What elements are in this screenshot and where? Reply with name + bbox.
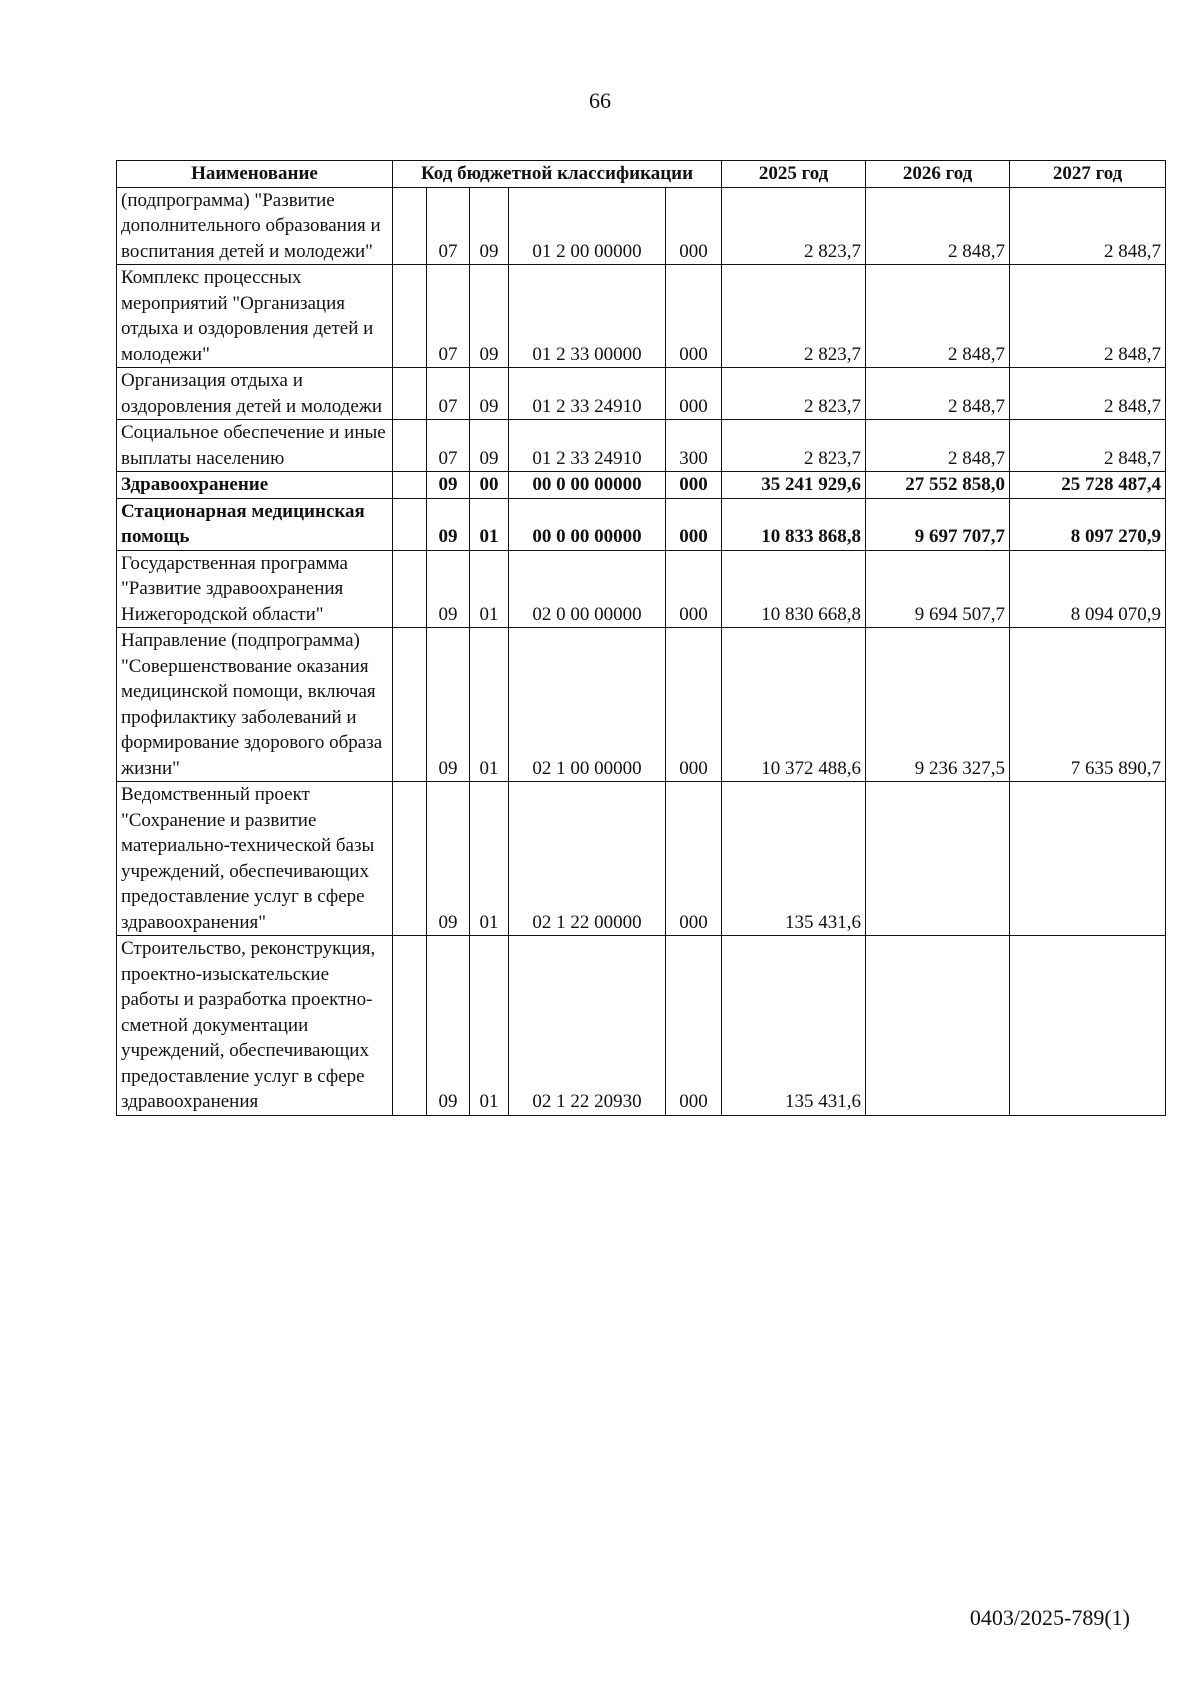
header-2027: 2027 год <box>1010 161 1166 188</box>
code-expense-type: 000 <box>666 550 722 628</box>
code-section: 09 <box>427 782 470 936</box>
value-2027: 8 094 070,9 <box>1010 550 1166 628</box>
value-2025: 35 241 929,6 <box>722 472 866 499</box>
code-subsection: 09 <box>470 368 509 420</box>
code-section: 09 <box>427 498 470 550</box>
code-subsection: 01 <box>470 936 509 1116</box>
code-target-article: 02 1 22 20930 <box>509 936 666 1116</box>
code-target-article: 02 1 00 00000 <box>509 628 666 782</box>
code-subsection: 09 <box>470 265 509 368</box>
value-2026 <box>866 936 1010 1116</box>
table-row <box>117 187 1166 265</box>
code-target-article: 02 1 22 00000 <box>509 782 666 936</box>
row-name: Ведомственный проект "Сохранение и развитие материально-технической базы учреждений, обеспечивающих предоставление услуг в сфере здравоохранения" <box>117 782 393 936</box>
value-2027 <box>1010 782 1166 936</box>
code-target-article: 02 0 00 00000 <box>509 550 666 628</box>
row-name: Стационарная медицинская помощь <box>117 498 393 550</box>
code-part-1 <box>393 187 427 265</box>
row-name: Здравоохранение <box>117 472 393 499</box>
budget-table <box>116 160 1166 1116</box>
value-2025: 2 823,7 <box>722 265 866 368</box>
table-row <box>117 498 1166 550</box>
code-expense-type: 000 <box>666 472 722 499</box>
value-2027: 2 848,7 <box>1010 368 1166 420</box>
code-expense-type: 000 <box>666 498 722 550</box>
value-2026 <box>866 782 1010 936</box>
table-row <box>117 936 1166 1116</box>
table-row <box>117 368 1166 420</box>
table-row <box>117 265 1166 368</box>
value-2025: 135 431,6 <box>722 936 866 1116</box>
row-name: Направление (подпрограмма) "Совершенствование оказания медицинской помощи, включая профилактику заболеваний и формирование здорового образа жизни" <box>117 628 393 782</box>
header-2026: 2026 год <box>866 161 1010 188</box>
table-header-row <box>117 161 1166 188</box>
code-target-article: 00 0 00 00000 <box>509 498 666 550</box>
code-expense-type: 000 <box>666 936 722 1116</box>
row-name: Строительство, реконструкция, проектно-изыскательские работы и разработка проектно-сметной документации учреждений, обеспечивающих предоставление услуг в сфере здравоохранения <box>117 936 393 1116</box>
value-2026: 2 848,7 <box>866 187 1010 265</box>
header-name: Наименование <box>117 161 393 188</box>
code-target-article: 01 2 00 00000 <box>509 187 666 265</box>
value-2027: 7 635 890,7 <box>1010 628 1166 782</box>
code-part-1 <box>393 782 427 936</box>
code-expense-type: 000 <box>666 368 722 420</box>
value-2025: 10 372 488,6 <box>722 628 866 782</box>
code-target-article: 00 0 00 00000 <box>509 472 666 499</box>
table-row <box>117 550 1166 628</box>
code-part-1 <box>393 498 427 550</box>
row-name: Организация отдыха и оздоровления детей и молодежи <box>117 368 393 420</box>
code-target-article: 01 2 33 24910 <box>509 420 666 472</box>
code-part-1 <box>393 550 427 628</box>
code-expense-type: 000 <box>666 265 722 368</box>
value-2027 <box>1010 936 1166 1116</box>
code-section: 09 <box>427 472 470 499</box>
value-2026: 9 697 707,7 <box>866 498 1010 550</box>
code-part-1 <box>393 936 427 1116</box>
header-code: Код бюджетной классификации <box>393 161 722 188</box>
code-subsection: 01 <box>470 498 509 550</box>
code-subsection: 09 <box>470 420 509 472</box>
code-subsection: 00 <box>470 472 509 499</box>
document-id: 0403/2025-789(1) <box>969 1605 1130 1630</box>
code-section: 07 <box>427 420 470 472</box>
code-subsection: 09 <box>470 187 509 265</box>
code-part-1 <box>393 628 427 782</box>
code-part-1 <box>393 368 427 420</box>
value-2025: 10 833 868,8 <box>722 498 866 550</box>
code-part-1 <box>393 472 427 499</box>
code-subsection: 01 <box>470 628 509 782</box>
row-name: Комплекс процессных мероприятий "Организация отдыха и оздоровления детей и молодежи" <box>117 265 393 368</box>
value-2027: 2 848,7 <box>1010 265 1166 368</box>
code-section: 09 <box>427 550 470 628</box>
page-number: 66 <box>589 88 611 113</box>
code-expense-type: 000 <box>666 628 722 782</box>
value-2026: 9 236 327,5 <box>866 628 1010 782</box>
code-expense-type: 000 <box>666 187 722 265</box>
value-2026: 9 694 507,7 <box>866 550 1010 628</box>
code-part-1 <box>393 420 427 472</box>
value-2027: 25 728 487,4 <box>1010 472 1166 499</box>
row-name: Государственная программа "Развитие здравоохранения Нижегородской области" <box>117 550 393 628</box>
code-subsection: 01 <box>470 550 509 628</box>
code-target-article: 01 2 33 24910 <box>509 368 666 420</box>
value-2025: 2 823,7 <box>722 187 866 265</box>
code-section: 07 <box>427 368 470 420</box>
code-section: 07 <box>427 187 470 265</box>
value-2026: 27 552 858,0 <box>866 472 1010 499</box>
code-section: 07 <box>427 265 470 368</box>
value-2027: 2 848,7 <box>1010 420 1166 472</box>
value-2027: 8 097 270,9 <box>1010 498 1166 550</box>
row-name: (подпрограмма) "Развитие дополнительного образования и воспитания детей и молодежи" <box>117 187 393 265</box>
code-expense-type: 300 <box>666 420 722 472</box>
value-2025: 10 830 668,8 <box>722 550 866 628</box>
value-2026: 2 848,7 <box>866 265 1010 368</box>
value-2027: 2 848,7 <box>1010 187 1166 265</box>
header-2025: 2025 год <box>722 161 866 188</box>
value-2025: 2 823,7 <box>722 420 866 472</box>
code-subsection: 01 <box>470 782 509 936</box>
table-row <box>117 472 1166 499</box>
code-part-1 <box>393 265 427 368</box>
value-2025: 135 431,6 <box>722 782 866 936</box>
row-name: Социальное обеспечение и иные выплаты населению <box>117 420 393 472</box>
table-row <box>117 628 1166 782</box>
value-2026: 2 848,7 <box>866 420 1010 472</box>
value-2026: 2 848,7 <box>866 368 1010 420</box>
value-2025: 2 823,7 <box>722 368 866 420</box>
table-row <box>117 420 1166 472</box>
code-section: 09 <box>427 936 470 1116</box>
code-section: 09 <box>427 628 470 782</box>
code-expense-type: 000 <box>666 782 722 936</box>
code-target-article: 01 2 33 00000 <box>509 265 666 368</box>
table-row <box>117 782 1166 936</box>
